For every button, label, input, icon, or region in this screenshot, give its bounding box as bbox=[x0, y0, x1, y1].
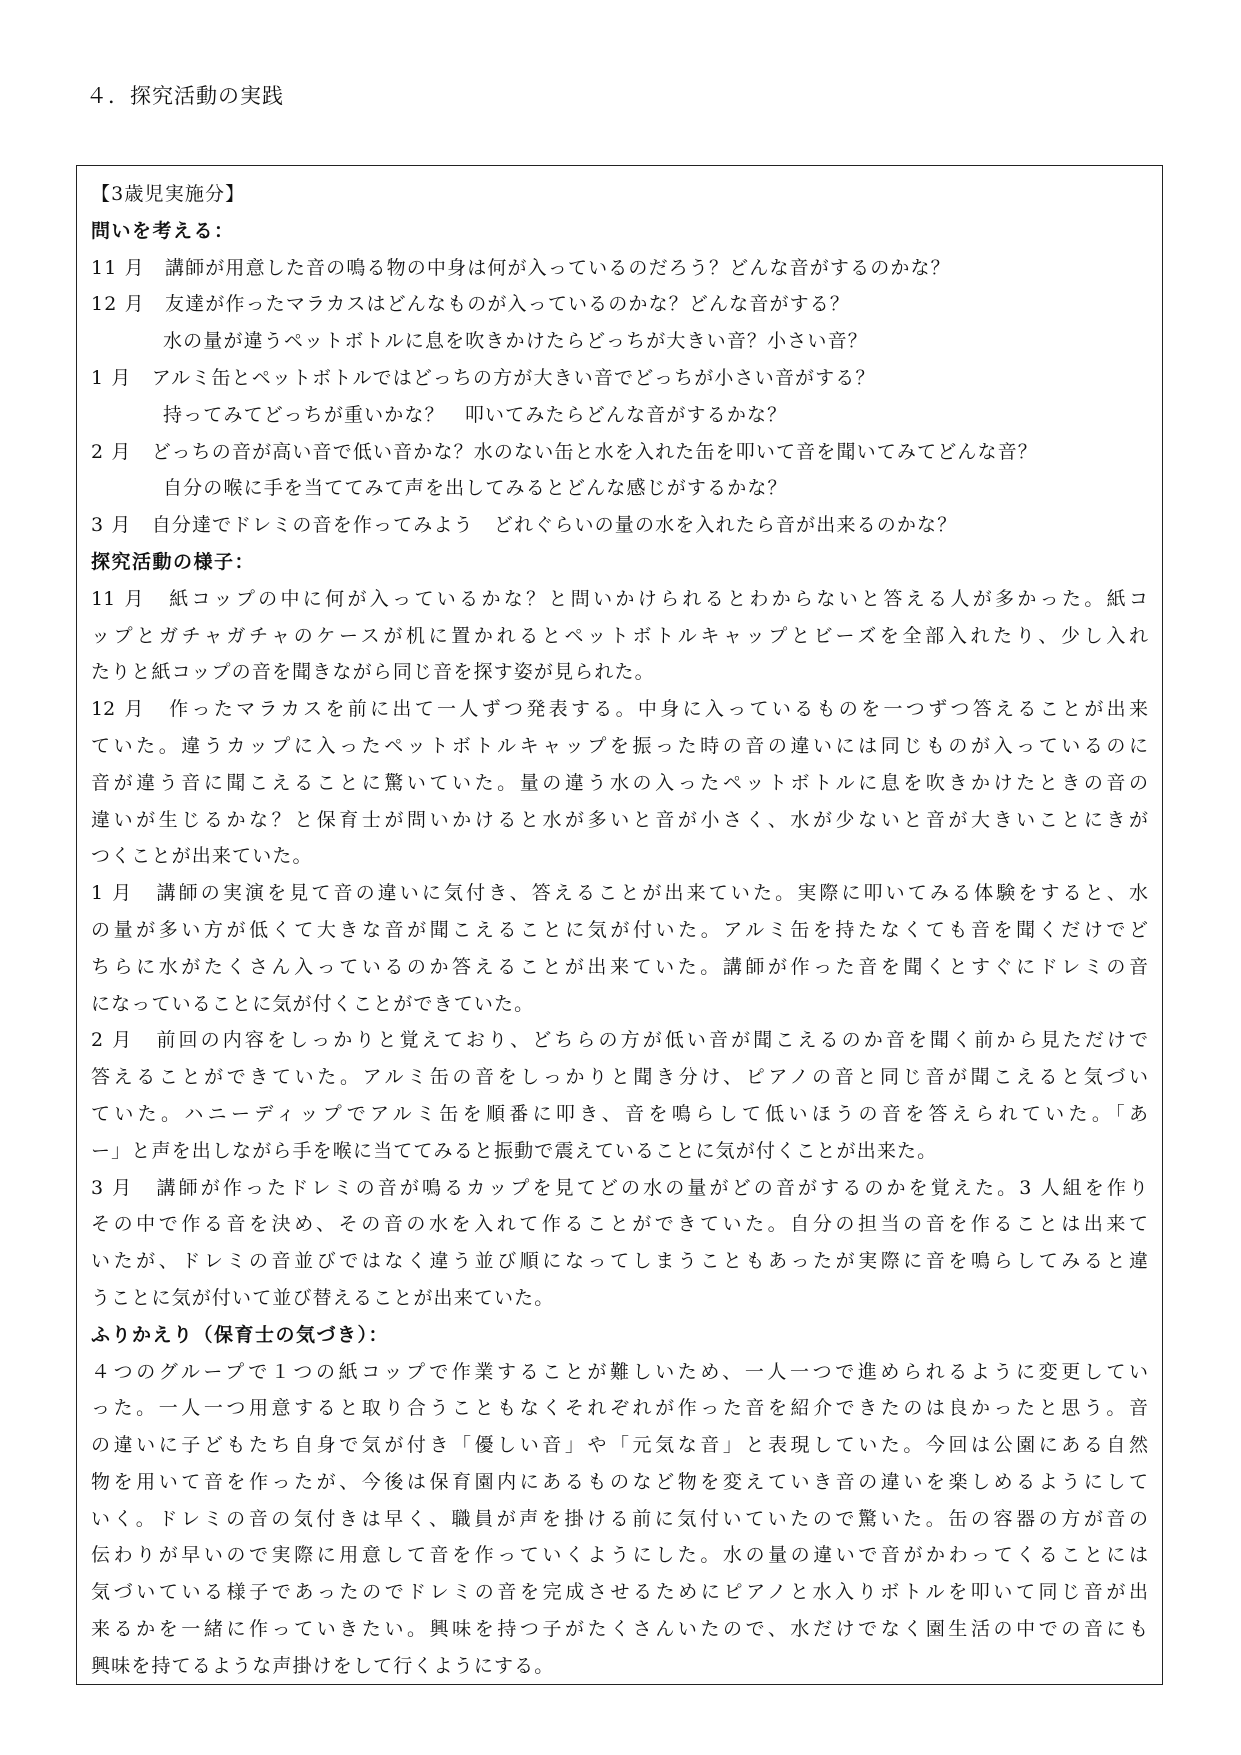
reflection-line: 気づいている様子であったのでドレミの音を完成させるためにピアノと水入りボトルを叩いて同じ音が出 bbox=[91, 1581, 1148, 1604]
reflection-line: 物を用いて音を作ったが、今後は保育園内にあるものなど物を変えていき音の違いを楽しめるようにして bbox=[91, 1470, 1148, 1493]
reflection-line: の違いに子どもたち自身で気が付き「優しい音」や「元気な音」と表現していた。今回は公園にある自然 bbox=[91, 1434, 1148, 1457]
activity-line: ップとガチャガチャのケースが机に置かれるとペットボトルキャップとビーズを全部入れたり、少し入れ bbox=[91, 624, 1148, 647]
practice-record-box bbox=[76, 165, 1163, 1685]
question-line: 12 月 友達が作ったマラカスはどんなものが入っているのかな？どんな音がする？ bbox=[91, 293, 851, 316]
question-line: 3 月 自分達でドレミの音を作ってみよう どれぐらいの量の水を入れたら音が出来るのかな？ bbox=[91, 514, 958, 537]
activity-line: 2 月 前回の内容をしっかりと覚えており、どちらの方が低い音が聞こえるのか音を聞く前から見ただけで bbox=[91, 1029, 1148, 1052]
activity-line: ちらに水がたくさん入っているのか答えることが出来ていた。講師が作った音を聞くとすぐにドレミの音 bbox=[91, 955, 1148, 978]
activity-line: 答えることができていた。アルミ缶の音をしっかりと聞き分け、ピアノの音と同じ音が聞こえると気づい bbox=[91, 1066, 1148, 1089]
question-line: 持ってみてどっちが重いかな？ 叩いてみたらどんな音がするかな？ bbox=[163, 403, 788, 426]
reflection-line: ４つのグループで１つの紙コップで作業することが難しいため、一人一つで進められるように変更してい bbox=[91, 1360, 1148, 1383]
activity-line: になっていることに気が付くことができていた。 bbox=[91, 992, 535, 1015]
question-line: 自分の喉に手を当ててみて声を出してみるとどんな感じがするかな？ bbox=[163, 477, 788, 500]
activity-line: いたが、ドレミの音並びではなく違う並び順になってしまうこともあったが実際に音を鳴らしてみると違 bbox=[91, 1250, 1148, 1273]
question-line: 1 月 アルミ缶とペットボトルではどっちの方が大きい音でどっちが小さい音がする？ bbox=[91, 366, 876, 389]
activities-heading: 探究活動の様子： bbox=[91, 550, 256, 573]
activity-line: たりと紙コップの音を聞きながら同じ音を探す姿が見られた。 bbox=[91, 661, 655, 684]
activity-line: 11 月 紙コップの中に何が入っているかな？と問いかけられるとわからないと答える人が多かった。紙コ bbox=[91, 587, 1148, 610]
activity-line: つくことが出来ていた。 bbox=[91, 845, 313, 868]
group-label: 【3歳児実施分】 bbox=[91, 183, 246, 205]
questions-heading: 問いを考える： bbox=[91, 219, 235, 242]
activity-line: 3 月 講師が作ったドレミの音が鳴るカップを見てどの水の量がどの音がするのかを覚えた。3 人組を作り bbox=[91, 1176, 1148, 1199]
question-line: 2 月 どっちの音が高い音で低い音かな？水のない缶と水を入れた缶を叩いて音を聞いてみてどんな音？ bbox=[91, 440, 1038, 463]
activity-line: 音が違う音に聞こえることに驚いていた。量の違う水の入ったペットボトルに息を吹きかけたときの音の bbox=[91, 771, 1148, 794]
activity-line: ていた。違うカップに入ったペットボトルキャップを振った時の音の違いには同じものが入っているのに bbox=[91, 734, 1148, 757]
reflection-line: 伝わりが早いので実際に用意して音を作っていくようにした。水の量の違いで音がかわってくることには bbox=[91, 1544, 1148, 1567]
reflection-line: 興味を持てるような声掛けをして行くようにする。 bbox=[91, 1654, 555, 1677]
activity-line: その中で作る音を決め、その音の水を入れて作ることができていた。自分の担当の音を作ることは出来て bbox=[91, 1213, 1148, 1236]
activity-line: 違いが生じるかな？と保育士が問いかけると水が多いと音が小さく、水が少ないと音が大きいことにきが bbox=[91, 808, 1148, 831]
activity-line: 1 月 講師の実演を見て音の違いに気付き、答えることが出来ていた。実際に叩いてみる体験をすると、水 bbox=[91, 882, 1148, 905]
activity-line: ていた。ハニーディップでアルミ缶を順番に叩き、音を鳴らして低いほうの音を答えられていた。「あ bbox=[91, 1102, 1148, 1125]
activity-line: の量が多い方が低くて大きな音が聞こえることに気が付いた。アルミ缶を持たなくても音を聞くだけでど bbox=[91, 918, 1148, 941]
reflection-line: いく。ドレミの音の気付きは早く、職員が声を掛ける前に気付いていたので驚いた。缶の容器の方が音の bbox=[91, 1507, 1148, 1530]
activity-line: 12 月 作ったマラカスを前に出て一人ずつ発表する。中身に入っているものを一つずつ答えることが出来 bbox=[91, 698, 1148, 721]
reflection-heading: ふりかえり（保育士の気づき）： bbox=[91, 1323, 390, 1346]
reflection-line: った。一人一つ用意すると取り合うこともなくそれぞれが作った音を紹介できたのは良かったと思う。音 bbox=[91, 1397, 1148, 1420]
reflection-line: 来るかを一緒に作っていきたい。興味を持つ子がたくさんいたので、水だけでなく園生活の中での音にも bbox=[91, 1618, 1148, 1641]
question-line: 水の量が違うペットボトルに息を吹きかけたらどっちが大きい音？小さい音？ bbox=[163, 330, 868, 353]
section-heading: ４．探究活動の実践 bbox=[86, 84, 284, 108]
activity-line: ー」と声を出しながら手を喉に当ててみると振動で震えていることに気が付くことが出来た。 bbox=[91, 1139, 938, 1162]
question-line: 11 月 講師が用意した音の鳴る物の中身は何が入っているのだろう？どんな音がするのかな？ bbox=[91, 256, 951, 279]
activity-line: うことに気が付いて並び替えることが出来ていた。 bbox=[91, 1286, 555, 1309]
